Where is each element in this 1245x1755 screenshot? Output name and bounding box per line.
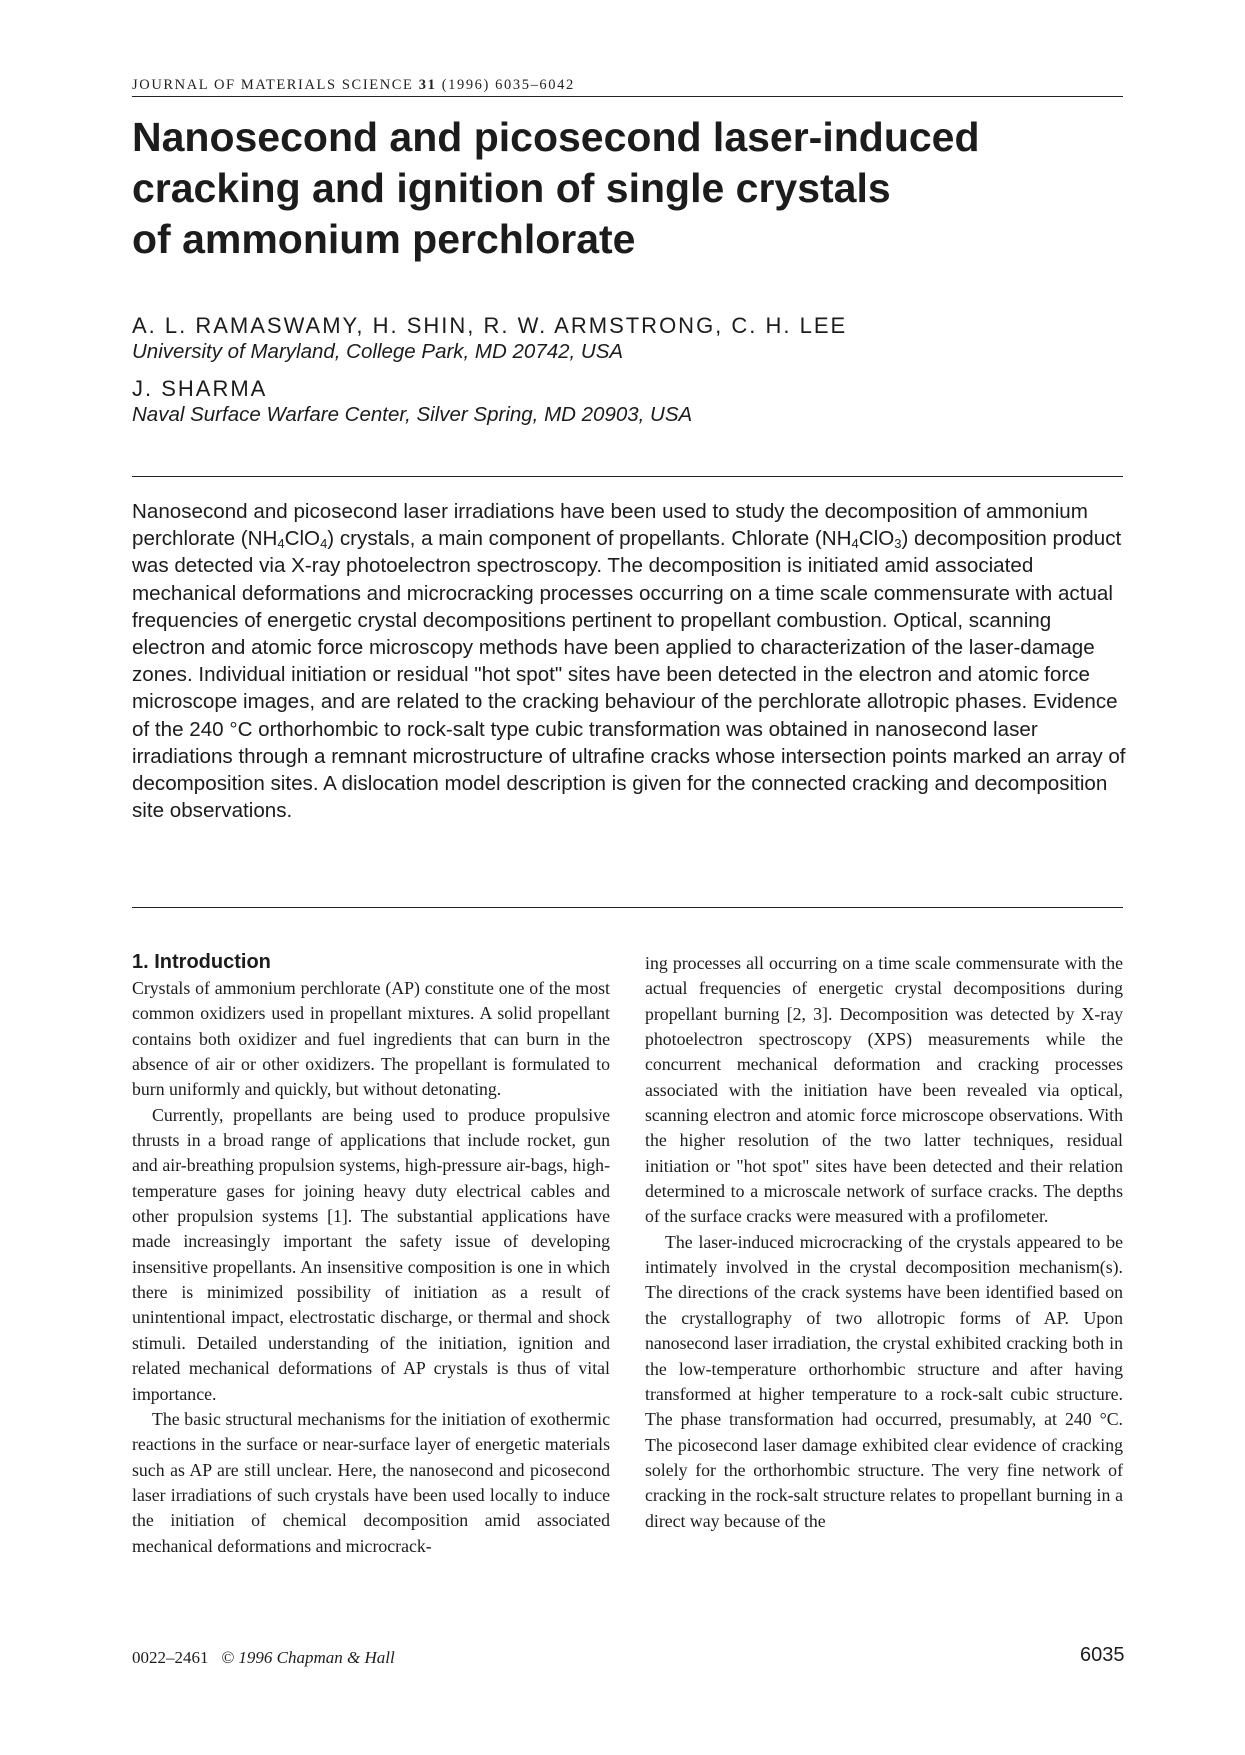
abstract-top-rule <box>132 476 1123 477</box>
issn: 0022–2461 <box>132 1648 209 1667</box>
footer-issn-copyright <box>132 1648 395 1668</box>
title-line: cracking and ignition of single crystals <box>132 165 891 211</box>
abstract-bottom-rule <box>132 907 1123 908</box>
abstract <box>132 498 1127 824</box>
title-line: Nanosecond and picosecond laser-induced <box>132 114 980 160</box>
authors-secondary: J. SHARMA <box>132 376 268 401</box>
abstract-text: ) crystals, a main component of propellants. Chlorate (NH <box>327 527 852 551</box>
abstract-text: ) decomposition product was detected via X-ray photoelectron spectroscopy. The decomposition is initiated amid associated mechanical deformations and microcracking processes occurring on a time scale commensurate with actual frequencies of energetic crystal decompositions pertinent to propellant combustion. Optical, scanning electron and atomic force microscopy methods have been applied to characterization of the laser-damage zones. Individual initiation or residual "hot spot" sites have been detected in the electron and atomic force microscope images, and are related to the cracking behaviour of the perchlorate allotropic phases. Evidence of the 240 °C orthorhombic to rock-salt type cubic transformation was obtained in nanosecond laser irradiations through a remnant microstructure of ultrafine cracks whose intersection points marked an array of decomposition sites. A dislocation model description is given for the connected cracking and decomposition site observations. <box>132 527 1126 823</box>
title-line: of ammonium perchlorate <box>132 216 636 262</box>
copyright: © 1996 Chapman & Hall <box>221 1648 395 1667</box>
affiliation-secondary: Naval Surface Warfare Center, Silver Spring, MD 20903, USA <box>132 403 693 426</box>
right-column <box>645 951 1123 1534</box>
journal-volume: 31 <box>418 77 437 93</box>
page-number: 6035 <box>1080 1644 1125 1666</box>
paragraph: ing processes all occurring on a time scale commensurate with the actual frequencies of energetic crystal decompositions during propellant burning [2, 3]. Decomposition was detected by X-ray photoelectron spectroscopy (XPS) measurements while the concurrent mechanical deformation and cracking processes associated with the initiation have been revealed via optical, scanning electron and atomic force microscope observations. With the higher resolution of the two latter techniques, residual initiation or "hot spot" sites have been detected and their relation determined to a microscale network of surface cracks. The depths of the surface cracks were measured with a profilometer. <box>645 953 1123 1227</box>
affiliation-primary: University of Maryland, College Park, MD 20742, USA <box>132 340 624 363</box>
paragraph: The laser-induced microcracking of the crystals appeared to be intimately involved in the crystal decomposition mechanism(s). The directions of the crack systems have been identified based on the crystallography of two allotropic forms of AP. Upon nanosecond laser irradiation, the crystal exhibited cracking both in the low-temperature orthorhombic structure and after having transformed at higher temperature to a rock-salt cubic structure. The phase transformation had occurred, presumably, at 240 °C. The picosecond laser damage exhibited clear evidence of cracking solely for the orthorhombic structure. The very fine network of cracking in the rock-salt structure relates to propellant burning in a direct way because of the <box>645 1231 1123 1531</box>
subscript: 4 <box>851 536 859 552</box>
abstract-text: ClO <box>284 527 321 551</box>
paper-title <box>132 112 1092 265</box>
subscript: 3 <box>894 536 902 552</box>
journal-details: (1996) 6035–6042 <box>441 77 575 93</box>
paragraph: The basic structural mechanisms for the initiation of exothermic reactions in the surface or near-surface layer of energetic materials such as AP are still unclear. Here, the nanosecond and picosecond laser irradiations of such crystals have been used locally to induce the initiation of chemical decomposition amid associated mechanical deformations and microcrack- <box>132 1408 610 1556</box>
abstract-text: ClO <box>858 527 895 551</box>
section-heading: 1. Introduction <box>132 951 271 973</box>
authors-primary: A. L. RAMASWAMY, H. SHIN, R. W. ARMSTRONG, C. H. LEE <box>132 313 848 338</box>
journal-header <box>132 77 575 94</box>
abstract-text: Nanosecond and picosecond laser irradiations have been used to study the decomposition of ammonium perchlorate (NH <box>132 500 1088 551</box>
journal-name: JOURNAL OF MATERIALS SCIENCE <box>132 77 414 93</box>
subscript: 4 <box>320 536 328 552</box>
header-rule <box>132 96 1123 97</box>
paragraph: Currently, propellants are being used to produce propulsive thrusts in a broad range of applications that include rocket, gun and air-breathing propulsion systems, high-pressure air-bags, high-temperature gases for joining heavy duty electrical cables and other propulsion systems [1]. The substantial applications have made increasingly important the safety issue of developing insensitive propellants. An insensitive composition is one in which there is minimized possibility of initiation as a result of unintentional impact, electrostatic discharge, or thermal and shock stimuli. Detailed understanding of the initiation, ignition and related mechanical deformations of AP crystals is thus of vital importance. <box>132 1104 610 1404</box>
subscript: 4 <box>277 536 285 552</box>
left-column <box>132 948 610 1559</box>
paragraph: Crystals of ammonium perchlorate (AP) constitute one of the most common oxidizers used in propellant mixtures. A solid propellant contains both oxidizer and fuel ingredients that can burn in the absence of air or other oxidizers. The propellant is formulated to burn uniformly and quickly, but without detonating. <box>132 978 610 1100</box>
